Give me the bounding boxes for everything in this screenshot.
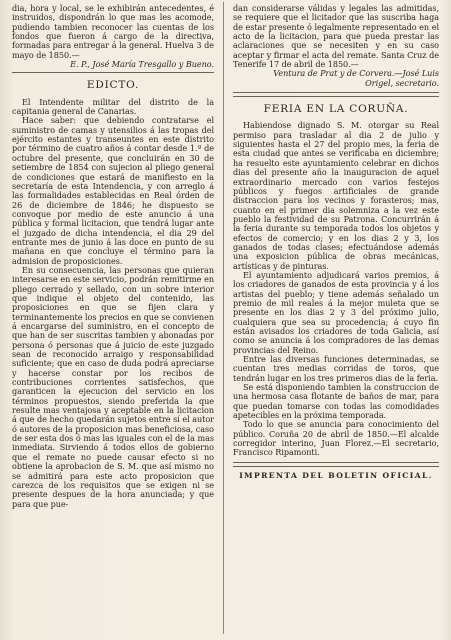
- edicto-paragraph: El Intendente militar del distrito de la capitania general de Canarias.: [12, 96, 214, 117]
- left-rule: [12, 72, 214, 73]
- feria-paragraph: Entre las diversas funciones determinadas, se cuentan tres medias corridas de toros, que tendrán lugar en los tres primeros dias de la feria.: [233, 354, 439, 383]
- feria-paragraph: Se está disponiendo tambien la construccion de una hermosa casa flotante de baños de mar, para que puedan tomarse con todas las comodidades apetecibles en la próxima temporada.: [233, 382, 439, 421]
- edicto-heading: EDICTO.: [86, 79, 140, 92]
- edicto-paragraph: En su consecuencia, las personas que quieran interesarse en este servicio, podrán remitirme en pliego cerrado y sellado, con un sobre interior que indique el objeto del contenido, las proposiciones en que se fijen clara y terminantemente los precios en que se convienen á encargarse del suministro, en el concepto de que han de ser suscritas tambien y abonadas por persona ó personas que á juicio de este juzgado sean de reconocido arraigo y responsabilidad suficiente; que en caso de duda podrá apreciarse y hacerse constar por los recibos de contribuciones corrientes satisfechos, que garanticen la ejecucion del servicio en los términos propuestos, siendo preferida la que resulte mas ventajosa y aceptable en la licitacion á que de hecho quedarán sujetos entre sí el autor ó autores de la proposicion mas beneficiosa, caso de ser esta dos ó mas las iguales con el de la mas inmediata. Sirviendo á todos ellos de gobierno que el remate no puede causar efecto si no obtiene la aprobacion de S. M. que así mismo no se admitirá para este acto proposicion que carezca de los requisitos que se exigen ni se presente despues de la hora anunciada; y que para que pue-: [12, 264, 214, 509]
- footer-rule: [233, 462, 439, 467]
- feria-paragraph: Todo lo que se anuncia para conocimiento del público. Coruña 20 de abril de 1850.—El alcalde corregidor interino, Juan Florez.—El secretario, Francisco Ripamonti.: [233, 419, 439, 458]
- right-column: [233, 4, 439, 480]
- right-top-paragraph: dan considerarse válidas y legales las admitidas, se requiere que el licitador que las suscriba haga de estar presente ó legalmente representado en el acto de la licitacion, para que pueda prestar las aclaraciones que se necesiten y en su caso aceptar y firmar el acta del remate. Santa Cruz de Tenerife 17 de abril de 1850.—: [233, 3, 439, 70]
- left-top-paragraph: dia, hora y local, se le exhibirán antecedentes, é instruidos, dispondrán lo que mas les acomode, pudiendo tambien reconocer las cuentas de los fondos que fueron á cargo de la directiva, formadas para entregar á la general. Huelva 3 de mayo de 1850.—: [12, 3, 214, 60]
- left-top-signature: E. P., José María Tresgallo y Bueno.: [70, 59, 214, 70]
- edicto-paragraph: Hace saber: que debiendo contratarse el suministro de camas y utensilios á las tropas del ejército estantes y transeuntes en este distrito por término de cuatro años á contar desde 1.º de octubre del presente, que concluirán en 30 de setiembre de 1854 con sujecion al pliego general de condiciones que estará de manifiesto en la secretaría de esta Intendencia, y con arreglo á las formalidades establecidas en Real órden de 26 de diciembre de 1846; he dispuesto se convoque por medio de este anuncio á una pública y formal licitacion, que tendrá lugar ante el juzgado de dicha intendencia, el dia 29 del entrante mes de junio á las doce en punto de su mañana en que concluye el término para la admision de proposiciones.: [12, 115, 214, 266]
- right-rule: [233, 92, 439, 97]
- column-divider: [223, 2, 224, 634]
- feria-paragraph: Habiendose dignado S. M. otorgar su Real permiso para trasladar al dia 2 de julio y siguientes hasta el 27 del propio mes, la feria de esta ciudad que antes se verificaba en diciembre; ha resuelto este ayuntamiento celebrar en dichos dias del presente año la inauguracion de aquel extraordinario mercado con varios festejos públicos y fuegos artificiales de grande distraccion para los vecinos y forasteros; mas, cuanto en el primer dia solemniza a la vez este pueblo la festividad de su Patrona. Concurrirán á la feria durante su temporada todos los objetos y efectos de comercio; y en los dias 2 y 3, los ganados de todas clases; efectuándose además una exposicion pública de obras mecánicas, artísticas y de pinturas.: [233, 120, 439, 271]
- right-top-signature: Ventura de Prat y de Corvera.—José Luis Origel, secretario.: [273, 68, 439, 88]
- feria-heading: FERIA EN LA CORUÑA.: [263, 103, 409, 116]
- left-column: [12, 4, 214, 509]
- feria-paragraph: El ayuntamiento adjudicará varios premios, á los criadores de ganados de esta provincia y á los artistas del pueblo; y tiene además señalado un premio de mil reales á la mejor muleta que se presente en los dias 2 y 3 del próximo julio, cualquiera que sea su procedencia; á cuyo fin están avisados los criadores de toda Galicia, así como se anuncia á los compradores de las demas provincias del Reino.: [233, 269, 439, 355]
- imprenta-footer: IMPRENTA DEL BOLETIN OFICIAL.: [239, 470, 433, 480]
